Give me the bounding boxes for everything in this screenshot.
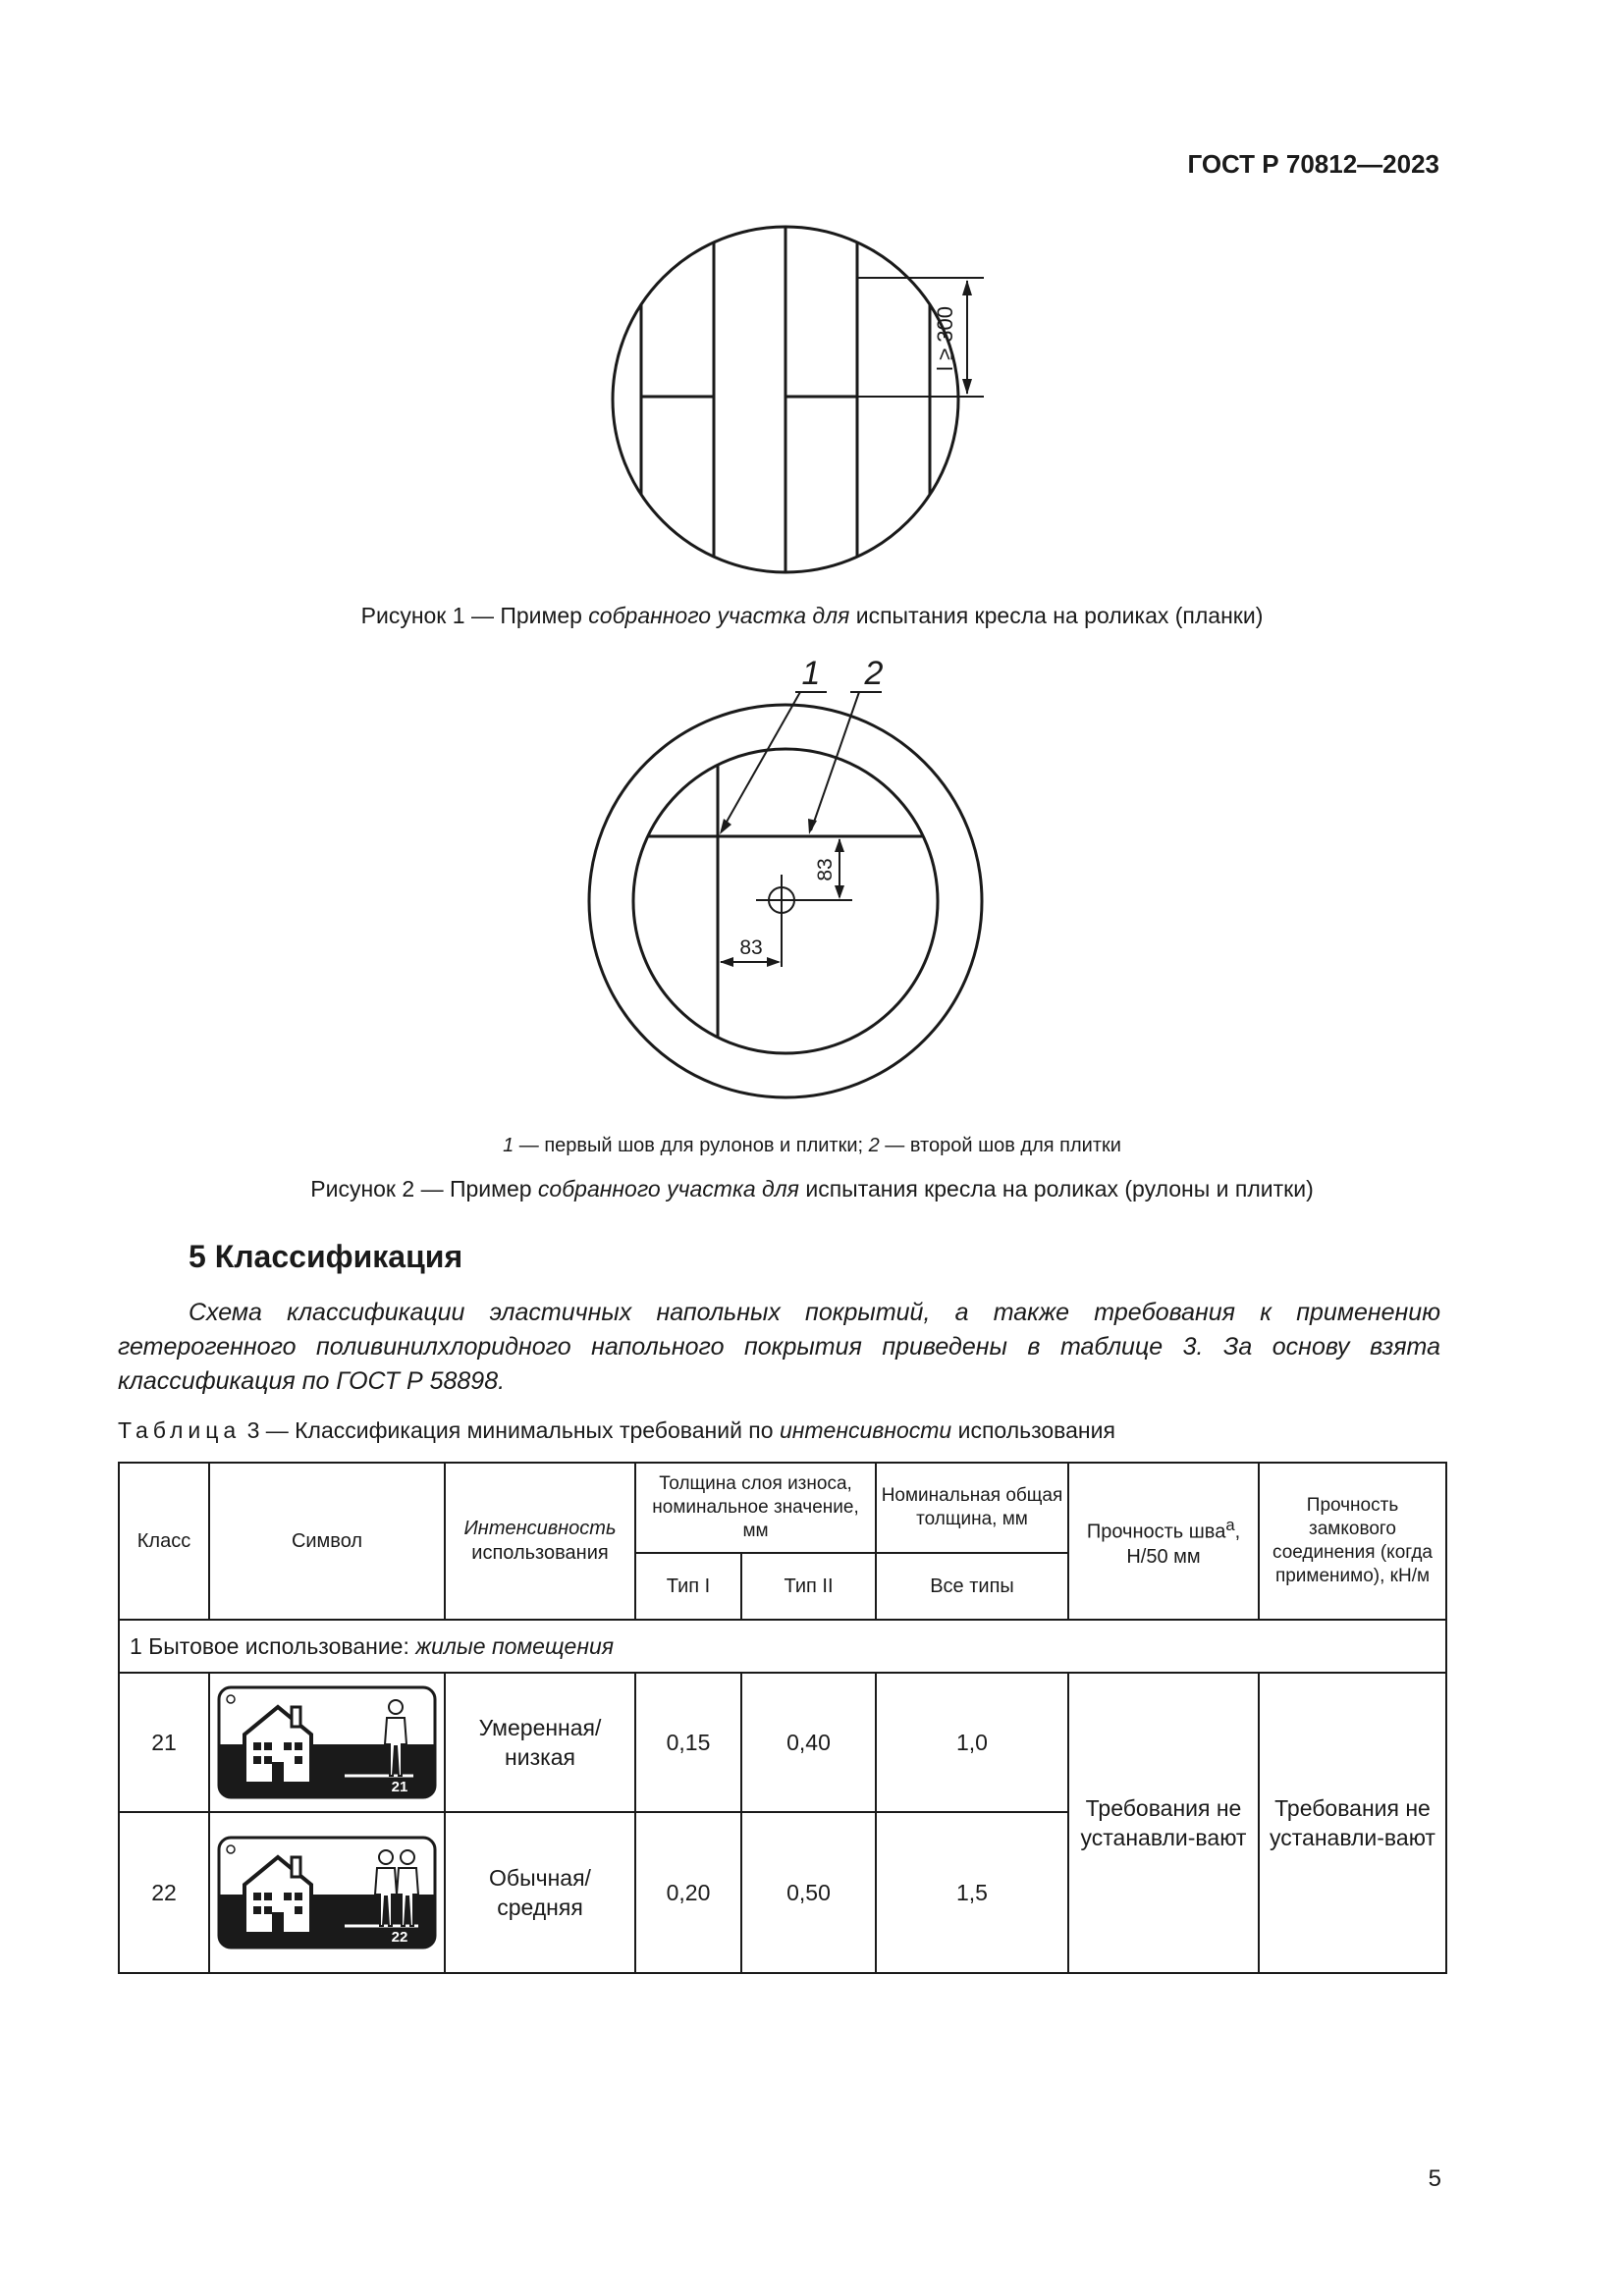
figure-2-diagram [0,648,1624,1109]
figure-2-legend: 1 — первый шов для рулонов и плитки; 2 — второй шов для плитки [503,1135,1121,1156]
marker-1: 1 [801,655,821,692]
document-id: ГОСТ Р 70812—2023 [1187,149,1439,179]
seam-strength-value: Требования не устанавли-вают [1068,1673,1259,1973]
header-type2: Тип II [741,1553,876,1620]
group-row: 1 Бытовое использование: жилые помещения [119,1620,1446,1673]
header-lock-strength: Прочность замкового соединения (когда применимо), кН/м [1259,1463,1446,1620]
row-type1: 0,20 [635,1812,741,1973]
figure-1-caption: Рисунок 1 — Пример собранного участка для испытания кресла на роликах (планки) [360,603,1264,628]
classification-table [118,1462,1447,1974]
symbol-label: 22 [391,1929,408,1946]
page-number: 5 [1428,2165,1441,2192]
header-symbol: Символ [209,1463,445,1620]
figure-1-diagram [0,216,1624,579]
leader-2 [811,692,859,830]
row-total: 1,0 [876,1673,1068,1812]
table-caption: Таблица 3 — Классификация минимальных требований по интенсивности использования [118,1417,1115,1443]
dimension-l-300 [857,278,984,397]
lock-strength-value: Требования не устанавли-вают [1259,1673,1446,1973]
header-all-types: Все типы [876,1553,1068,1620]
row-class: 22 [119,1812,209,1973]
center-mark [756,875,807,967]
header-class: Класс [119,1463,209,1620]
section-paragraph: Схема классификации эластичных напольных покрытий, а также требования к применению гетерогенного поливинилхлоридного напольного покрытия приведены в таблице 3. За основу взята классификация по ГОСТ Р 58898. [118,1299,1440,1395]
header-nominal-total: Номинальная общая толщина, мм [876,1463,1068,1553]
row-symbol [209,1812,445,1973]
row-symbol [209,1673,445,1812]
header-type1: Тип I [635,1553,741,1620]
house-one-person-icon [217,1685,437,1799]
row-intensity: Обычная/ средняя [445,1812,635,1973]
dimension-l-label: l ≥ 300 [933,306,957,371]
header-intensity: Интенсивность использования [445,1463,635,1620]
symbol-label: 21 [391,1779,408,1795]
table-row [119,1673,1446,1812]
house-two-persons-icon [217,1836,437,1949]
dimension-83-vertical-label: 83 [814,858,837,881]
row-type1: 0,15 [635,1673,741,1812]
header-seam-strength: Прочность шва$^а$, Н/50 мм [1068,1463,1259,1620]
dimension-83-horizontal-label: 83 [739,936,763,959]
section-title: 5 Классификация [189,1239,463,1274]
header-wear-layer: Толщина слоя износа, номинальное значение, мм [635,1463,876,1553]
row-type2: 0,40 [741,1673,876,1812]
row-total: 1,5 [876,1812,1068,1973]
figure-2-caption: Рисунок 2 — Пример собранного участка для испытания кресла на роликах (рулоны и плитки) [310,1176,1314,1201]
row-class: 21 [119,1673,209,1812]
row-type2: 0,50 [741,1812,876,1973]
row-intensity: Умеренная/ низкая [445,1673,635,1812]
marker-2: 2 [864,655,884,692]
